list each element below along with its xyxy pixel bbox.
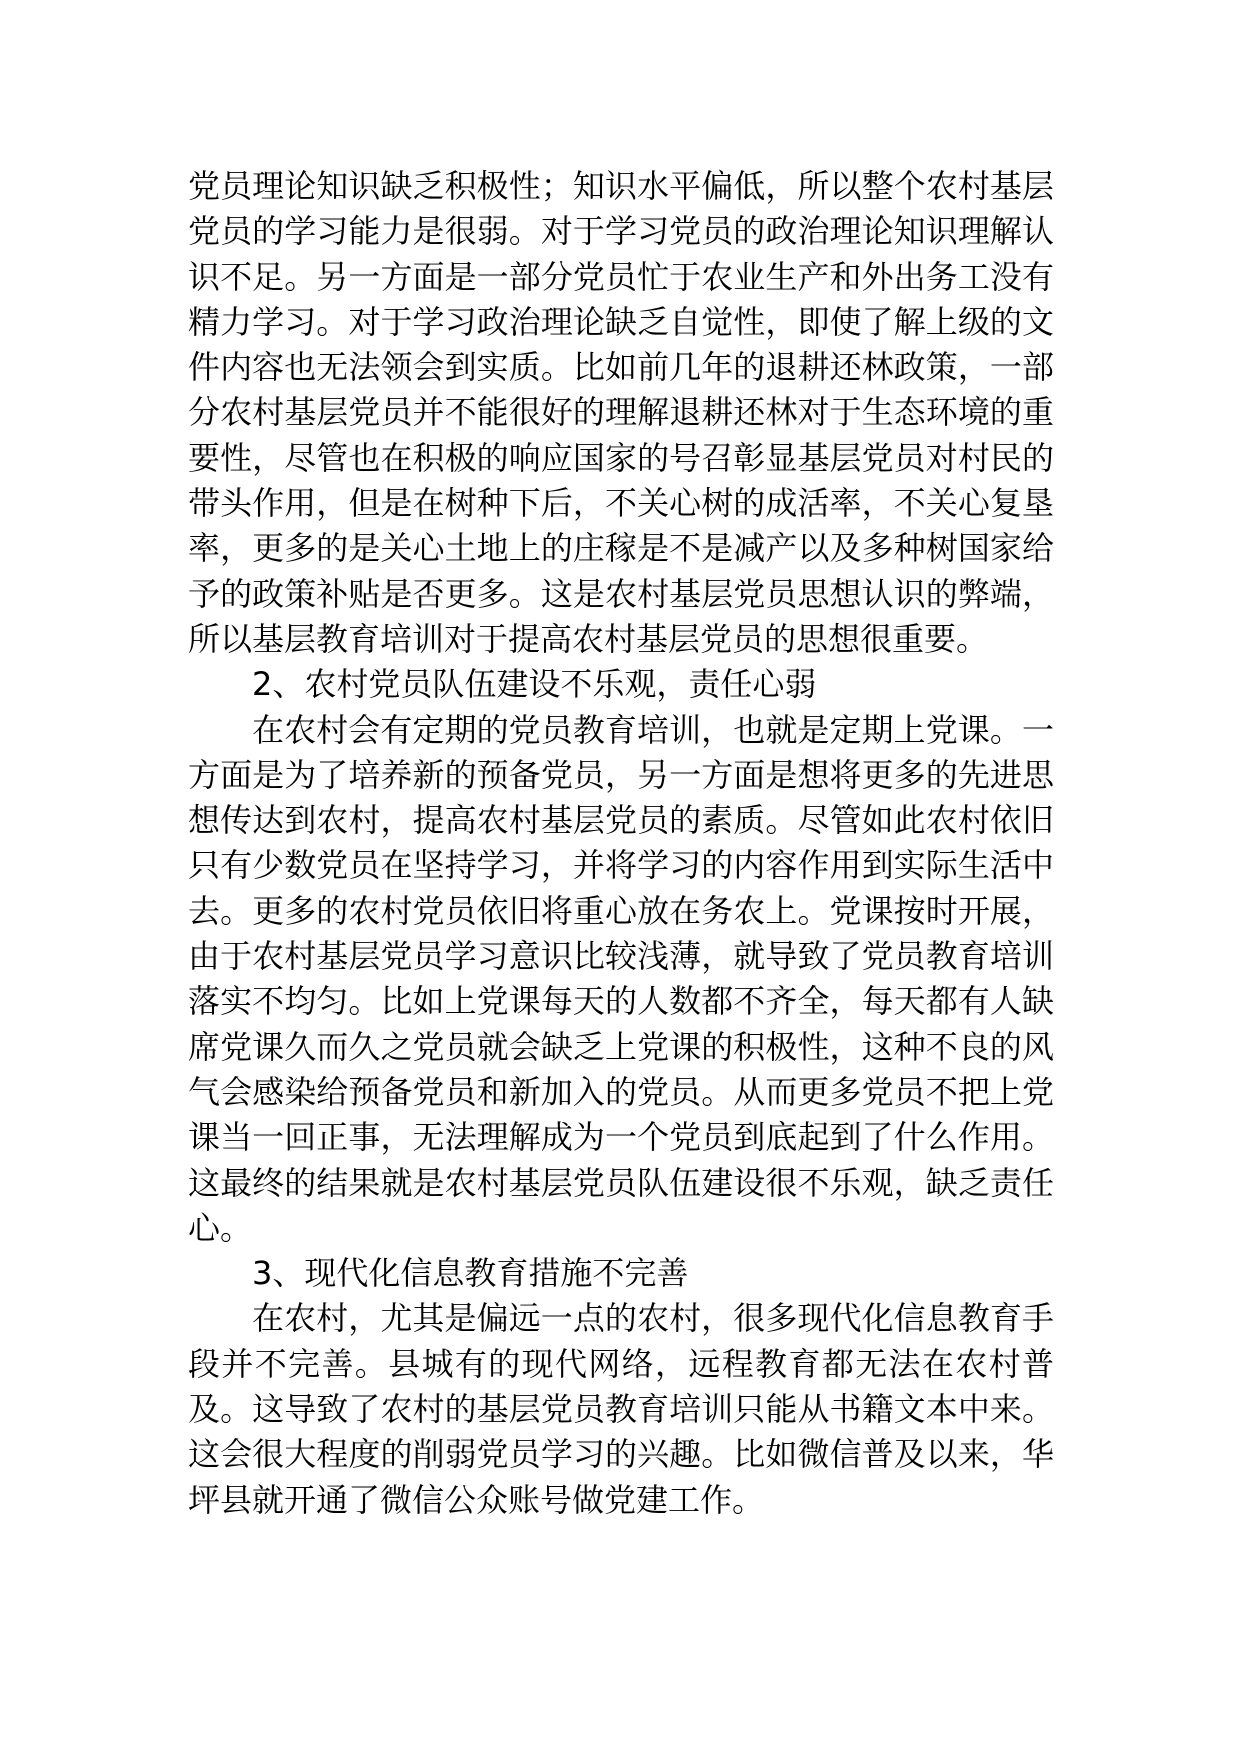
body-paragraph: 在农村会有定期的党员教育培训，也就是定期上党课。一方面是为了培养新的预备党员，另一方面是想将更多的先进思想传达到农村，提高农村基层党员的素质。尽管如此农村依旧只有少数党员在坚持学习，并将学习的内容作用到实际生活中去。更多的农村党员依旧将重心放在务农上。党课按时开展，由于农村基层党员学习意识比较浅薄，就导致了党员教育培训落实不均匀。比如上党课每天的人数都不齐全，每天都有人缺席党课久而久之党员就会缺乏上党课的积极性，这种不良的风气会感染给预备党员和新加入的党员。从而更多党员不把上党课当一回正事，无法理解成为一个党员到底起到了什么作用。这最终的结果就是农村基层党员队伍建设很不乐观，缺乏责任心。 <box>188 710 1054 1247</box>
body-paragraph: 党员理论知识缺乏积极性；知识水平偏低，所以整个农村基层党员的学习能力是很弱。对于学习党员的政治理论知识理解认识不足。另一方面是一部分党员忙于农业生产和外出务工没有精力学习。对于学习政治理论缺乏自觉性，即使了解上级的文件内容也无法领会到实质。比如前几年的退耕还林政策，一部分农村基层党员并不能很好的理解退耕还林对于生态环境的重要性，尽管也在积极的响应国家的号召彰显基层党员对村民的带头作用，但是在树种下后，不关心树的成活率，不关心复垦率，更多的是关心土地上的庄稼是不是减产以及多种树国家给予的政策补贴是否更多。这是农村基层党员思想认识的弊端，所以基层教育培训对于提高农村基层党员的思想很重要。 <box>188 167 1054 658</box>
body-paragraph: 在农村，尤其是偏远一点的农村，很多现代化信息教育手段并不完善。县城有的现代网络，远程教育都无法在农村普及。这导致了农村的基层党员教育培训只能从书籍文本中来。这会很大程度的削弱党员学习的兴趣。比如微信普及以来，华坪县就开通了微信公众账号做党建工作。 <box>188 1299 1054 1519</box>
section-heading: 2、农村党员队伍建设不乐观，责任心弱 <box>252 665 817 704</box>
document-body <box>188 164 1054 1523</box>
section-heading: 3、现代化信息教育措施不完善 <box>252 1254 689 1293</box>
